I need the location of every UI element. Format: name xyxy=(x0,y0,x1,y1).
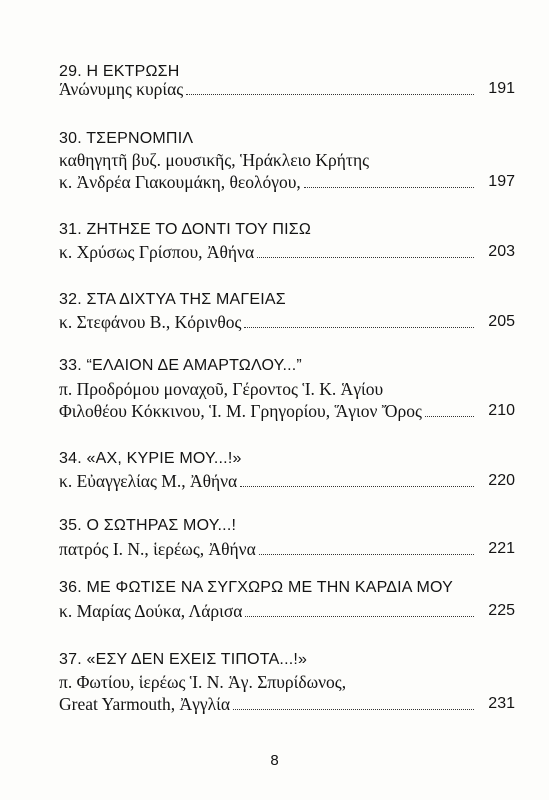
page-footer-number: 8 xyxy=(270,752,279,769)
dot-leader xyxy=(257,256,474,258)
entry-page-number: 231 xyxy=(488,695,515,712)
entry-title: 36. ΜΕ ΦΩΤΙΣΕ ΝΑ ΣΥΓΧΩΡΩ ΜΕ ΤΗΝ ΚΑΡΔΙΑ ΜΟΥ xyxy=(59,579,453,596)
entry-author: πατρός Ι. Ν., ἱερέως, Ἀθήνα xyxy=(59,539,256,559)
entry-author-line xyxy=(59,310,515,334)
entry-author: κ. Χρύσως Γρίσπου, Ἀθήνα xyxy=(59,242,255,262)
dot-leader xyxy=(425,415,474,417)
entry-author-line xyxy=(59,692,515,716)
dot-leader xyxy=(244,326,474,328)
entry-author: κ. Στεφάνου Β., Κόρινθος xyxy=(59,312,242,332)
entry-page-number: 197 xyxy=(488,173,515,190)
entry-author: καθηγητῆ βυζ. μουσικῆς, Ἡράκλειο Κρήτης xyxy=(59,150,370,170)
entry-title: 34. «ΑΧ, ΚΥΡΙΕ ΜΟΥ...!» xyxy=(59,450,242,467)
entry-author: Φιλοθέου Κόκκινου, Ἱ. Μ. Γρηγορίου, Ἅγιον Ὄρος xyxy=(59,401,422,421)
entry-author: π. Προδρόμου μοναχοῦ, Γέροντος Ἱ. Κ. Ἁγίου xyxy=(59,379,384,399)
entry-author: Great Yarmouth, Ἀγγλία xyxy=(59,694,231,714)
entry-page-number: 220 xyxy=(488,472,515,489)
entry-page-number: 210 xyxy=(488,402,515,419)
entry-title: 35. Ο ΣΩΤΗΡΑΣ ΜΟΥ...! xyxy=(59,517,237,534)
entry-author-line xyxy=(59,599,515,623)
entry-author-line xyxy=(59,240,515,264)
entry-author: Άνώνυμης κυρίας xyxy=(59,79,184,99)
dot-leader xyxy=(233,708,474,710)
entry-page-number: 221 xyxy=(488,540,515,557)
entry-author-line xyxy=(59,469,515,493)
entry-title: 32. ΣΤΑ ΔΙΧΤΥΑ ΤΗΣ ΜΑΓΕΙΑΣ xyxy=(59,291,286,308)
entry-author-line xyxy=(59,399,515,423)
entry-page-number: 225 xyxy=(488,602,515,619)
entry-title: 30. ΤΣΕΡΝΟΜΠΙΛ xyxy=(59,130,194,147)
dot-leader xyxy=(186,93,474,95)
entry-author: κ. Εὐαγγελίας Μ., Ἀθήνα xyxy=(59,471,238,491)
entry-title: 31. ΖΗΤΗΣΕ ΤΟ ΔΟΝΤΙ ΤΟΥ ΠΙΣΩ xyxy=(59,221,311,238)
entry-title: 37. «ΕΣΥ ΔΕΝ ΕΧΕΙΣ ΤΙΠΟΤΑ...!» xyxy=(59,651,308,668)
entry-page-number: 205 xyxy=(488,313,515,330)
entry-author-line xyxy=(59,77,515,101)
entry-author-line xyxy=(59,170,515,194)
entry-page-number: 191 xyxy=(488,80,515,97)
entry-author: π. Φωτίου, ἱερέως Ἱ. Ν. Ἁγ. Σπυρίδωνος, xyxy=(59,672,347,692)
entry-author: κ. Μαρίας Δούκα, Λάρισα xyxy=(59,601,243,621)
dot-leader xyxy=(259,553,475,555)
dot-leader xyxy=(240,485,474,487)
entry-author-line xyxy=(59,537,515,561)
entry-page-number: 203 xyxy=(488,243,515,260)
entry-author: κ. Ἀνδρέα Γιακουμάκη, θεολόγου, xyxy=(59,172,301,192)
entry-title: 33. “ΕΛΑΙΟΝ ΔΕ ΑΜΑΡΤΩΛΟΥ...” xyxy=(59,357,302,374)
dot-leader xyxy=(304,186,475,188)
entry-title: 29. Η ΕΚΤΡΩΣΗ xyxy=(59,63,180,80)
dot-leader xyxy=(245,615,474,617)
